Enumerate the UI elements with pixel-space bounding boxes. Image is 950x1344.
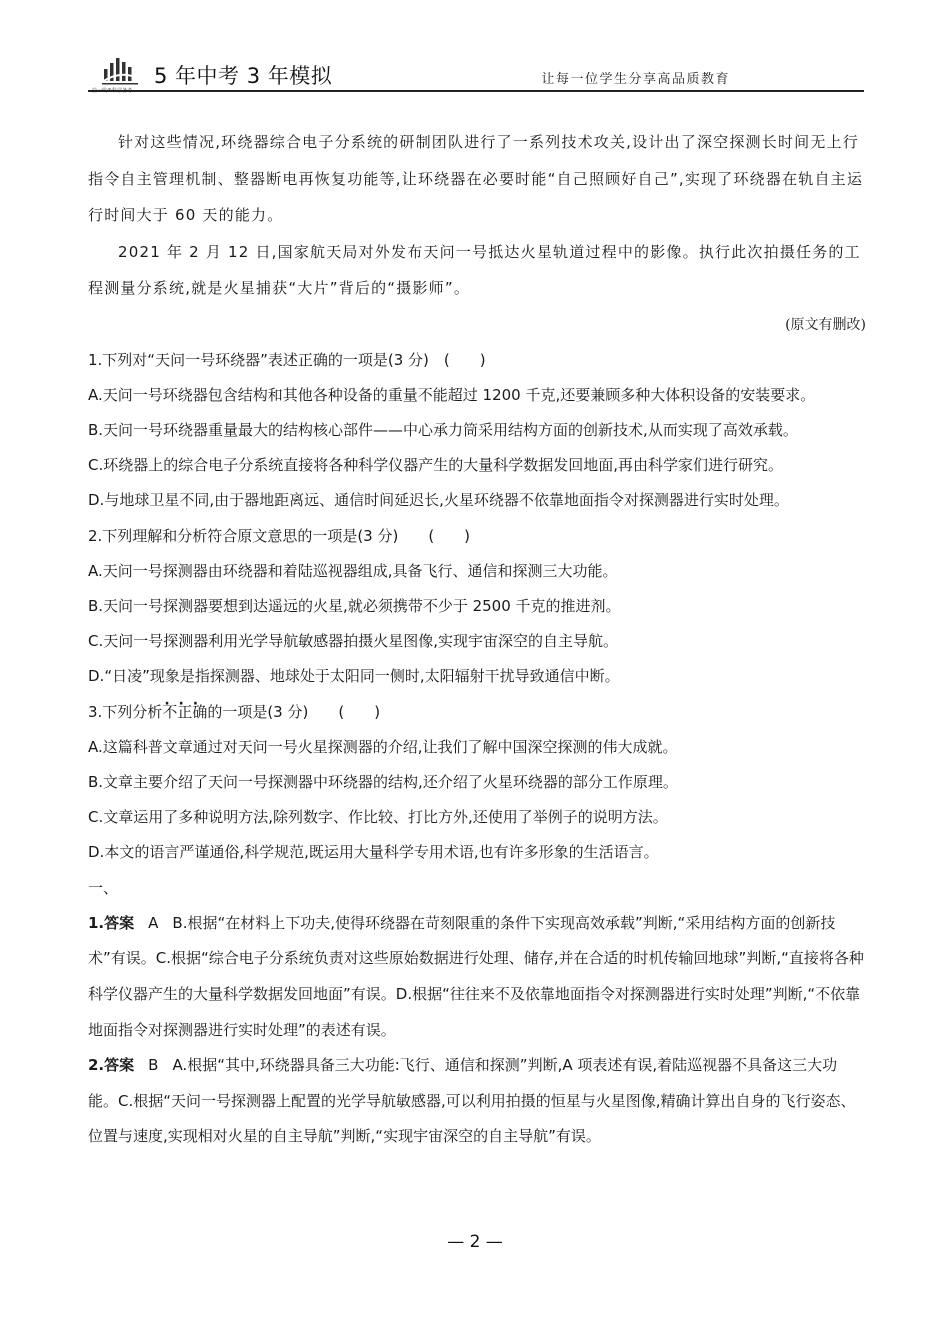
question-option: D.本文的语言严谨通俗,科学规范,既运用大量科学专用术语,也有许多形象的生活语言。 — [88, 843, 659, 862]
stem-text: 3.下列分析 — [88, 702, 163, 721]
question-option: C.文章运用了多种说明方法,除列数字、作比较、打比方外,还使用了举例子的说明方法。 — [88, 808, 668, 827]
stem-text: 的一项是(3 分) ( ) — [207, 702, 381, 721]
page-header — [88, 52, 864, 92]
answer-1 — [88, 906, 866, 1048]
page-content — [88, 124, 866, 1155]
logo-caption: 曲一线®科学备考 — [92, 88, 133, 94]
header-divider — [88, 90, 864, 92]
brand-logo-icon — [102, 56, 138, 86]
question-option: C.环绕器上的综合电子分系统直接将各种科学仪器产生的大量科学数据发回地面,再由科学家们进行研究。 — [88, 456, 784, 475]
question-stem: 2.下列理解和分析符合原文意思的一项是(3 分) ( ) — [88, 526, 471, 545]
section-mark: 一、 — [88, 878, 119, 897]
brand-title: 5 年中考 3 年模拟 — [154, 64, 333, 88]
answer-choice: B — [148, 1056, 159, 1075]
question-option: A.天问一号探测器由环绕器和着陆巡视器组成,具备飞行、通信和探测三大功能。 — [88, 561, 618, 580]
question-2 — [88, 519, 866, 695]
question-option: A.这篇科普文章通过对天问一号火星探测器的介绍,让我们了解中国深空探测的伟大成就。 — [88, 737, 678, 756]
answer-label: 2.答案 — [88, 1056, 135, 1075]
question-1 — [88, 343, 866, 519]
answer-2 — [88, 1048, 866, 1155]
question-option: C.天问一号探测器利用光学导航敏感器拍摄火星图像,实现宇宙深空的自主导航。 — [88, 632, 619, 651]
page-number: — 2 — — [447, 1232, 503, 1252]
answer-choice: A — [148, 913, 159, 932]
question-option: D.与地球卫星不同,由于器地距离远、通信时间延迟长,火星环绕器不依靠地面指令对探测器进行实时处理。 — [88, 491, 789, 510]
passage-paragraph: 2021 年 2 月 12 日,国家航天局对外发布天问一号抵达火星轨道过程中的影像。执行此次拍摄任务的工程测量分系统,就是火星捕获“大片”背后的“摄影师”。 — [88, 242, 861, 297]
question-3 — [88, 695, 866, 871]
question-stem: 1.下列对“天问一号环绕器”表述正确的一项是(3 分) ( ) — [88, 350, 486, 369]
question-option: D.“日凌”现象是指探测器、地球处于太阳同一侧时,太阳辐射干扰导致通信中断。 — [88, 667, 620, 686]
question-option: B.天问一号探测器要想到达遥远的火星,就必须携带不少于 2500 千克的推进剂。 — [88, 596, 621, 615]
source-note: (原文有删改) — [785, 316, 866, 333]
question-option: B.文章主要介绍了天问一号探测器中环绕器的结构,还介绍了火星环绕器的部分工作原理。 — [88, 772, 678, 791]
answer-explanation: A.根据“其中,环绕器具备三大功能:飞行、通信和探测”判断,A 项表述有误,着陆巡视器不具备这三大功能。C.根据“天问一号探测器上配置的光学导航敏感器,可以利用拍摄的恒星与火星图像,精确计算出自身的飞行姿态、位置与速度,实现相对火星的自主导航”判断,“实现宇宙深空的自主导航”有误。 — [88, 1056, 856, 1146]
emphasized-text: 不正确 · · · — [162, 703, 207, 721]
passage-paragraph: 针对这些情况,环绕器综合电子分系统的研制团队进行了一系列技术攻关,设计出了深空探测长时间无上行指令自主管理机制、整器断电再恢复功能等,让环绕器在必要时能“自己照顾好自己”,实现了环绕器在轨自主运行时间大于 60 天的能力。 — [88, 133, 864, 224]
answer-explanation: B.根据“在材料上下功夫,使得环绕器在苛刻限重的条件下实现高效承载”判断,“采用结构方面的创新技术”有误。C.根据“综合电子分系统负责对这些原始数据进行处理、储存,并在合适的时机传输回地球”判断,“直接将各种科学仪器产生的大量科学数据发回地面”有误。D.根据“往往来不及依靠地面指令对探测器进行实时处理”判断,“不依靠地面指令对探测器进行实时处理”的表述有误。 — [88, 913, 864, 1039]
question-option: A.天问一号环绕器包含结构和其他各种设备的重量不能超过 1200 千克,还要兼顾多种大体积设备的安装要求。 — [88, 385, 816, 404]
header-slogan: 让每一位学生分享高品质教育 — [541, 72, 730, 87]
answer-label: 1.答案 — [88, 913, 135, 932]
question-stem — [88, 695, 866, 730]
question-option: B.天问一号环绕器重量最大的结构核心部件——中心承力筒采用结构方面的创新技术,从而实现了高效承载。 — [88, 420, 798, 439]
